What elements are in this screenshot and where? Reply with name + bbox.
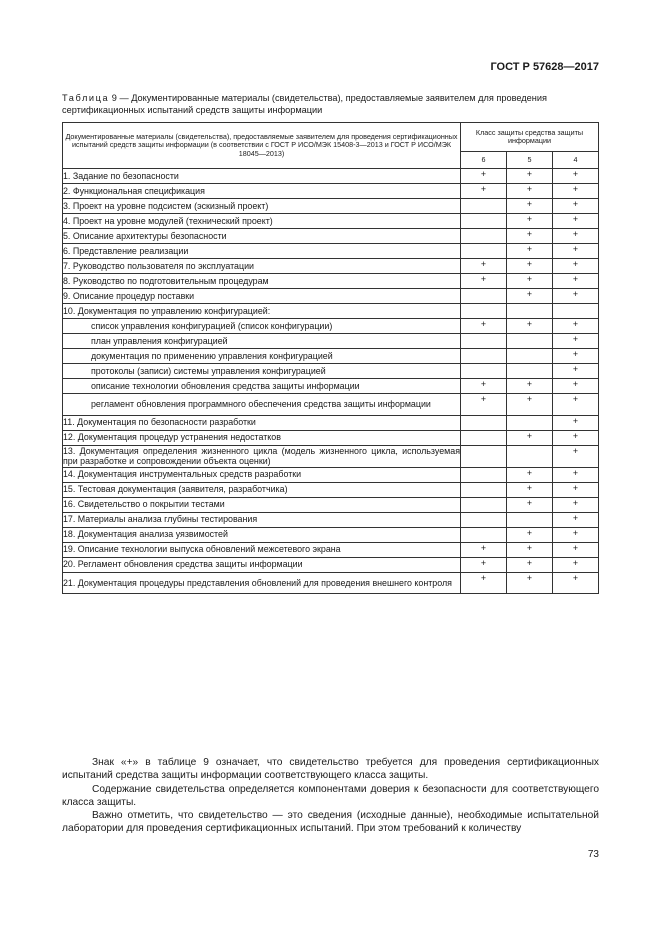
table-row bbox=[63, 259, 599, 274]
table-row bbox=[63, 482, 599, 497]
table-row bbox=[63, 169, 599, 184]
row-label: документация по применению управления конфигурацией bbox=[63, 349, 461, 364]
paragraph: Знак «+» в таблице 9 означает, что свидетельство требуется для проведения сертификационных испытаний средства защиты информации соответствующего класса защиты. bbox=[62, 757, 599, 782]
class-4-mark: + bbox=[553, 199, 599, 214]
class-5-mark: + bbox=[507, 229, 553, 244]
caption-text: 9 — Документированные материалы (свидетельства), предоставляемые заявителем для проведения сертификационных испытаний средств защиты информации bbox=[62, 93, 547, 115]
row-label: 20. Регламент обновления средства защиты информации bbox=[63, 557, 461, 572]
table-row bbox=[63, 199, 599, 214]
class-4-mark: + bbox=[553, 512, 599, 527]
class-4-mark: + bbox=[553, 445, 599, 467]
class-6-mark bbox=[461, 334, 507, 349]
class-6-mark: + bbox=[461, 319, 507, 334]
column-header-class: Класс защиты средства защиты информации bbox=[461, 123, 599, 152]
class-4-mark bbox=[553, 304, 599, 319]
document-code: ГОСТ Р 57628—2017 bbox=[490, 61, 599, 73]
table-row bbox=[63, 349, 599, 364]
class-5-mark: + bbox=[507, 482, 553, 497]
table-row bbox=[63, 244, 599, 259]
table-row bbox=[63, 527, 599, 542]
class-5-mark: + bbox=[507, 214, 553, 229]
class-6-mark bbox=[461, 244, 507, 259]
class-6-mark bbox=[461, 199, 507, 214]
caption-label: Таблица bbox=[62, 93, 110, 103]
class-6-mark bbox=[461, 214, 507, 229]
row-label: 21. Документация процедуры представления обновлений для проведения внешнего контроля bbox=[63, 572, 461, 594]
materials-table bbox=[62, 122, 599, 594]
row-label: план управления конфигурацией bbox=[63, 334, 461, 349]
class-6-mark: + bbox=[461, 169, 507, 184]
class-4-mark: + bbox=[553, 379, 599, 394]
row-label: 3. Проект на уровне подсистем (эскизный проект) bbox=[63, 199, 461, 214]
row-label: 7. Руководство пользователя по эксплуатации bbox=[63, 259, 461, 274]
table-row bbox=[63, 430, 599, 445]
class-5-header: 5 bbox=[507, 152, 553, 169]
class-4-mark: + bbox=[553, 557, 599, 572]
table-row bbox=[63, 304, 599, 319]
table-row bbox=[63, 184, 599, 199]
class-6-mark: + bbox=[461, 542, 507, 557]
class-6-mark bbox=[461, 512, 507, 527]
class-4-mark: + bbox=[553, 349, 599, 364]
class-4-mark: + bbox=[553, 229, 599, 244]
class-5-mark: + bbox=[507, 259, 553, 274]
table-row bbox=[63, 229, 599, 244]
table-row bbox=[63, 334, 599, 349]
class-4-mark: + bbox=[553, 244, 599, 259]
class-5-mark: + bbox=[507, 379, 553, 394]
class-6-mark bbox=[461, 415, 507, 430]
class-6-mark bbox=[461, 497, 507, 512]
row-label: 17. Материалы анализа глубины тестирования bbox=[63, 512, 461, 527]
class-4-mark: + bbox=[553, 184, 599, 199]
row-label: 2. Функциональная спецификация bbox=[63, 184, 461, 199]
class-5-mark: + bbox=[507, 244, 553, 259]
class-5-mark: + bbox=[507, 557, 553, 572]
body-text bbox=[62, 756, 599, 836]
class-5-mark: + bbox=[507, 394, 553, 416]
table-row bbox=[63, 572, 599, 594]
class-6-mark bbox=[461, 430, 507, 445]
class-5-mark bbox=[507, 445, 553, 467]
class-5-mark bbox=[507, 415, 553, 430]
class-4-mark: + bbox=[553, 497, 599, 512]
column-header-materials: Документированные материалы (свидетельства), предоставляемые заявителем для проведения сертификационных испытаний средств защиты информации (в соответствии с ГОСТ Р ИСО/МЭК 15408-3—2013 и ГОСТ Р ИСО/МЭК 18045—2013) bbox=[63, 123, 461, 169]
class-6-mark: + bbox=[461, 184, 507, 199]
row-label: регламент обновления программного обеспечения средства защиты информации bbox=[63, 394, 461, 416]
class-4-mark: + bbox=[553, 364, 599, 379]
class-5-mark: + bbox=[507, 319, 553, 334]
class-4-mark: + bbox=[553, 319, 599, 334]
class-4-mark: + bbox=[553, 274, 599, 289]
class-6-mark bbox=[461, 229, 507, 244]
class-6-mark bbox=[461, 364, 507, 379]
class-4-mark: + bbox=[553, 482, 599, 497]
class-4-mark: + bbox=[553, 214, 599, 229]
table-caption bbox=[62, 92, 599, 116]
row-label: 15. Тестовая документация (заявителя, разработчика) bbox=[63, 482, 461, 497]
class-5-mark: + bbox=[507, 184, 553, 199]
row-label: 10. Документация по управлению конфигурацией: bbox=[63, 304, 461, 319]
class-5-mark: + bbox=[507, 542, 553, 557]
row-label: 19. Описание технологии выпуска обновлений межсетевого экрана bbox=[63, 542, 461, 557]
class-6-mark bbox=[461, 445, 507, 467]
class-5-mark: + bbox=[507, 527, 553, 542]
class-6-mark: + bbox=[461, 572, 507, 594]
class-4-mark: + bbox=[553, 394, 599, 416]
class-5-mark: + bbox=[507, 169, 553, 184]
class-5-mark: + bbox=[507, 497, 553, 512]
row-label: 18. Документация анализа уязвимостей bbox=[63, 527, 461, 542]
class-5-mark: + bbox=[507, 274, 553, 289]
table-row bbox=[63, 289, 599, 304]
table-row bbox=[63, 319, 599, 334]
row-label: 9. Описание процедур поставки bbox=[63, 289, 461, 304]
row-label: 13. Документация определения жизненного цикла (модель жизненного цикла, используемая при разработке и сопровождении объекта оценки) bbox=[63, 445, 460, 466]
class-4-mark: + bbox=[553, 334, 599, 349]
table-row bbox=[63, 394, 599, 416]
class-5-mark bbox=[507, 364, 553, 379]
class-6-header: 6 bbox=[461, 152, 507, 169]
class-4-mark: + bbox=[553, 527, 599, 542]
row-label: 6. Представление реализации bbox=[63, 244, 461, 259]
class-4-mark: + bbox=[553, 542, 599, 557]
class-6-mark: + bbox=[461, 557, 507, 572]
class-6-mark bbox=[461, 527, 507, 542]
class-5-mark: + bbox=[507, 572, 553, 594]
class-5-mark: + bbox=[507, 199, 553, 214]
class-6-mark bbox=[461, 304, 507, 319]
paragraph: Важно отметить, что свидетельство — это сведения (исходные данные), необходимые испытательной лаборатории для проведения сертификационных испытаний. При этом требований к количеству bbox=[62, 810, 599, 835]
table-body bbox=[63, 169, 599, 594]
class-6-mark: + bbox=[461, 259, 507, 274]
class-4-header: 4 bbox=[553, 152, 599, 169]
row-label: 5. Описание архитектуры безопасности bbox=[63, 229, 461, 244]
class-4-mark: + bbox=[553, 415, 599, 430]
class-5-mark: + bbox=[507, 430, 553, 445]
class-4-mark: + bbox=[553, 259, 599, 274]
table-row bbox=[63, 557, 599, 572]
class-6-mark bbox=[461, 482, 507, 497]
class-5-mark bbox=[507, 349, 553, 364]
class-6-mark bbox=[461, 289, 507, 304]
table-row bbox=[63, 467, 599, 482]
class-5-mark bbox=[507, 334, 553, 349]
row-label: протоколы (записи) системы управления конфигурацией bbox=[63, 364, 461, 379]
class-6-mark: + bbox=[461, 394, 507, 416]
table-row bbox=[63, 364, 599, 379]
table-row bbox=[63, 415, 599, 430]
class-6-mark bbox=[461, 467, 507, 482]
table-row bbox=[63, 445, 599, 467]
class-4-mark: + bbox=[553, 430, 599, 445]
row-label: 16. Свидетельство о покрытии тестами bbox=[63, 497, 461, 512]
class-4-mark: + bbox=[553, 467, 599, 482]
row-label: 11. Документация по безопасности разработки bbox=[63, 415, 461, 430]
class-4-mark: + bbox=[553, 289, 599, 304]
row-label: 14. Документация инструментальных средств разработки bbox=[63, 467, 461, 482]
table-row bbox=[63, 274, 599, 289]
class-4-mark: + bbox=[553, 572, 599, 594]
class-6-mark: + bbox=[461, 274, 507, 289]
class-5-mark: + bbox=[507, 289, 553, 304]
table-row bbox=[63, 379, 599, 394]
table-row bbox=[63, 512, 599, 527]
row-label: список управления конфигурацией (список конфигурации) bbox=[63, 319, 461, 334]
paragraph: Содержание свидетельства определяется компонентами доверия к безопасности для соответствующего класса защиты. bbox=[62, 783, 599, 808]
page-number: 73 bbox=[587, 849, 599, 860]
class-6-mark bbox=[461, 349, 507, 364]
row-label: 8. Руководство по подготовительным процедурам bbox=[63, 274, 461, 289]
class-4-mark: + bbox=[553, 169, 599, 184]
row-label: 4. Проект на уровне модулей (технический проект) bbox=[63, 214, 461, 229]
class-5-mark bbox=[507, 304, 553, 319]
row-label: 12. Документация процедур устранения недостатков bbox=[63, 430, 461, 445]
table-row bbox=[63, 497, 599, 512]
table-row bbox=[63, 542, 599, 557]
class-6-mark: + bbox=[461, 379, 507, 394]
row-label: описание технологии обновления средства защиты информации bbox=[63, 379, 461, 394]
class-5-mark: + bbox=[507, 467, 553, 482]
class-5-mark bbox=[507, 512, 553, 527]
row-label: 1. Задание по безопасности bbox=[63, 169, 461, 184]
table-row bbox=[63, 214, 599, 229]
